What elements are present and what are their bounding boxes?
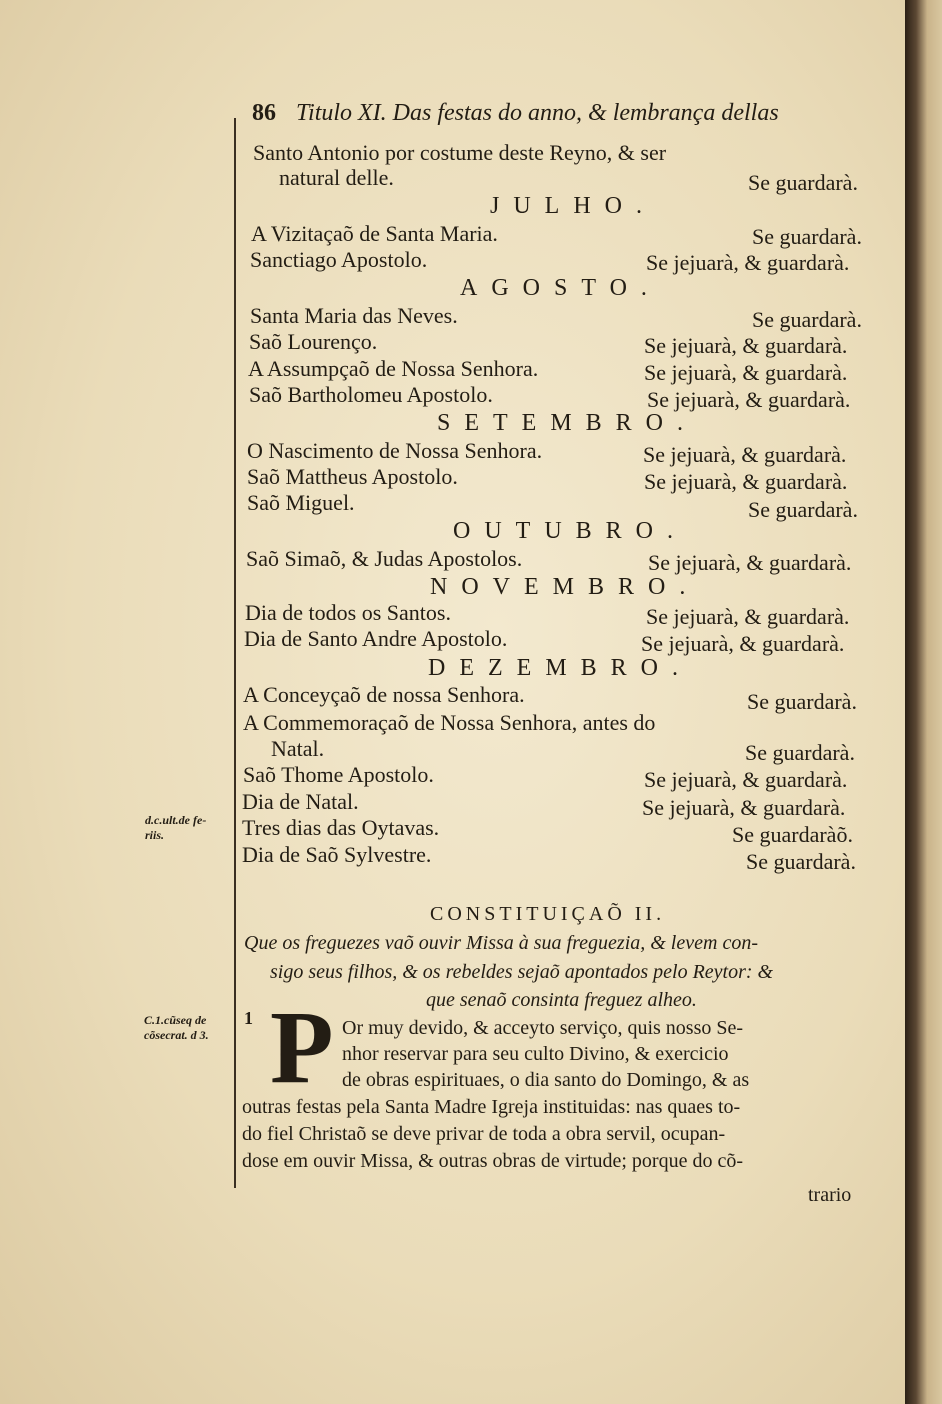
festival-rule: Se guardarà.: [746, 849, 856, 874]
festival-name: A Commemoraçaõ de Nossa Senhora, antes do: [243, 710, 656, 735]
body-line: de obras espirituaes, o dia santo do Domingo, & as: [342, 1069, 750, 1091]
month-setembro: SETEMBRO.: [437, 410, 698, 436]
festival-name: A Assumpçaõ de Nossa Senhora.: [248, 356, 539, 381]
festival-rule: Se jejuarà, & guardarà.: [646, 604, 850, 629]
festival-name: Dia de Natal.: [242, 789, 359, 814]
festival-name: Saõ Mattheus Apostolo.: [247, 464, 458, 489]
body-line: do fiel Christaõ se deve privar de toda a obra servil, ocupan-: [242, 1123, 726, 1145]
festival-name: Saõ Lourenço.: [249, 329, 378, 354]
festival-rule: Se guardarà.: [748, 497, 858, 522]
constitution-title: CONSTITUIÇAÕ II.: [430, 903, 666, 925]
festival-name: Dia de Santo Andre Apostolo.: [244, 626, 508, 651]
festival-rule: Se guardarà.: [752, 307, 862, 332]
festival-rule: Se jejuarà, & guardarà.: [644, 469, 848, 494]
festival-name: Santa Maria das Neves.: [250, 303, 458, 328]
festival-name: Natal.: [271, 736, 325, 761]
festival-rule: Se jejuarà, & guardarà.: [642, 795, 846, 820]
festival-name: Sanctiago Apostolo.: [250, 247, 428, 272]
festival-name: Tres dias das Oytavas.: [242, 815, 440, 840]
festival-name: A Conceyçaõ de nossa Senhora.: [243, 682, 525, 707]
festival-rule: Se jejuarà, & guardarà.: [644, 767, 848, 792]
month-julho: JULHO.: [490, 193, 656, 219]
festival-rule: Se jejuarà, & guardarà.: [643, 442, 847, 467]
margin-note: C.1.cũseq de cõsecrat. d 3.: [144, 1013, 209, 1042]
festival-rule: Se jejuarà, & guardarà.: [646, 250, 850, 275]
festival-name: Saõ Simaõ, & Judas Apostolos.: [246, 546, 523, 571]
summary-line: Que os freguezes vaõ ouvir Missa à sua freguezia, & levem con-: [244, 932, 758, 954]
page-number: 86: [252, 100, 276, 126]
running-header: [252, 100, 779, 127]
catchword: trario: [808, 1184, 852, 1206]
running-title: Titulo XI. Das festas do anno, & lembrança dellas: [296, 100, 779, 126]
festival-name: Saõ Bartholomeu Apostolo.: [249, 382, 493, 407]
festival-rule: Se guardaràõ.: [732, 822, 853, 847]
festival-rule: Se guardarà.: [745, 740, 855, 765]
festival-name: Dia de todos os Santos.: [245, 600, 451, 625]
month-agosto: AGOSTO.: [460, 275, 661, 301]
drop-cap: P: [270, 990, 334, 1105]
antonio-line1: Santo Antonio por costume deste Reyno, & ser: [253, 140, 667, 165]
festival-rule: Se jejuarà, & guardarà.: [648, 550, 852, 575]
festival-rule: Se jejuarà, & guardarà.: [644, 360, 848, 385]
body-line: dose em ouvir Missa, & outras obras de virtude; porque do cõ-: [242, 1150, 744, 1172]
festival-name: Dia de Saõ Sylvestre.: [242, 842, 432, 867]
body-line: Or muy devido, & acceyto serviço, quis nosso Se-: [342, 1017, 744, 1039]
body-line: outras festas pela Santa Madre Igreja instituidas: nas quaes to-: [242, 1096, 741, 1118]
body-line: nhor reservar para seu culto Divino, & exercicio: [342, 1043, 729, 1065]
festival-name: Saõ Miguel.: [247, 490, 355, 515]
book-gutter: [905, 0, 942, 1404]
margin-rule: [234, 118, 236, 1188]
festival-rule: Se jejuarà, & guardarà.: [641, 631, 845, 656]
summary-line: sigo seus filhos, & os rebeldes sejaõ apontados pelo Reytor: &: [270, 961, 774, 983]
summary-line: que senaõ consinta freguez alheo.: [426, 989, 697, 1011]
festival-rule: Se guardarà.: [752, 224, 862, 249]
festival-name: Saõ Thome Apostolo.: [243, 762, 434, 787]
paragraph-number: 1: [244, 1008, 253, 1028]
month-outubro: OUTUBRO.: [453, 518, 688, 544]
festival-name: A Vizitaçaõ de Santa Maria.: [251, 221, 498, 246]
month-dezembro: DEZEMBRO.: [428, 655, 692, 681]
margin-note: d.c.ult.de fe- riis.: [145, 813, 207, 842]
antonio-line2: natural delle.: [279, 165, 394, 190]
festival-name: O Nascimento de Nossa Senhora.: [247, 438, 543, 463]
month-novembro: NOVEMBRO.: [430, 574, 700, 600]
antonio-rule: Se guardarà.: [748, 170, 858, 195]
festival-rule: Se guardarà.: [747, 689, 857, 714]
festival-rule: Se jejuarà, & guardarà.: [644, 333, 848, 358]
festival-rule: Se jejuarà, & guardarà.: [647, 387, 851, 412]
